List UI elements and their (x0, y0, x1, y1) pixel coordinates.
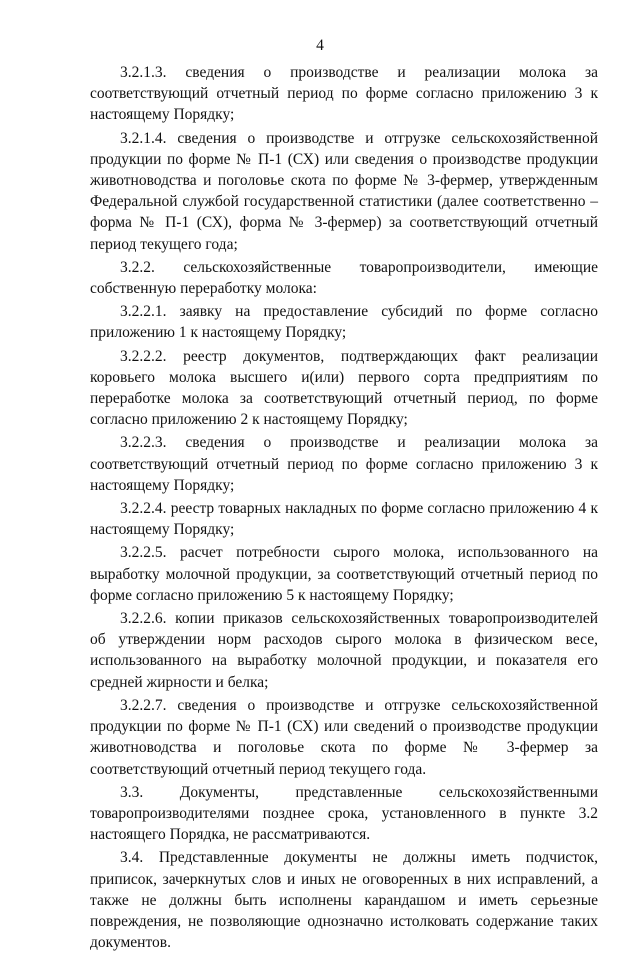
paragraph-3-2-2-4: 3.2.2.4. реестр товарных накладных по форме согласно приложению 4 к настоящему Порядку; (90, 500, 598, 539)
paragraph-3-2-2-5: 3.2.2.5. расчет потребности сырого молока, использованного на выработку молочной продукции, за соответствующий отчетный период по форме согласно приложению 5 к настоящему Порядку; (90, 544, 598, 604)
paragraph-3-2-2-7: 3.2.2.7. сведения о производстве и отгрузке сельскохозяйственной продукции по форме № П-1 (СХ) или сведений о производстве продукции животноводства и поголовье скота по форме № 3-фермер за соответствующий отчетный период текущего года. (90, 696, 598, 778)
paragraph-3-2-2-2: 3.2.2.2. реестр документов, подтверждающих факт реализации коровьего молока высшего и(или) первого сорта предприятиям по переработке молока за соответствующий отчетный период, по форме согласно приложению 2 к настоящему Порядку; (90, 347, 598, 429)
paragraph-3-2-2-1: 3.2.2.1. заявку на предоставление субсидий по форме согласно приложению 1 к настоящему Порядку; (90, 303, 598, 342)
page-number: 4 (316, 37, 324, 54)
paragraph-3-2-2: 3.2.2. сельскохозяйственные товаропроизводители, имеющие собственную переработку молока: (90, 258, 598, 298)
paragraph-3-2-2-6: 3.2.2.6. копии приказов сельскохозяйственных товаропроизводителей об утверждении норм расходов сырого молока в физическом весе, использованного на выработку молочной продукции, и показателя его средней жирности и белка; (90, 610, 598, 691)
document-body (90, 62, 598, 953)
paragraph-3-2-1-4: 3.2.1.4. сведения о производстве и отгрузке сельскохозяйственной продукции по форме № П-1 (СХ) или сведения о производстве продукции животноводства и поголовье скота по форме № 3-фермер, утвержденным Федеральной службой государственной статистики (далее соответственно – форма № П-1 (СХ), форма № 3-фермер) за соответствующий отчетный период текущего года; (90, 129, 598, 253)
paragraph-3-2-1-3: 3.2.1.3. сведения о производстве и реализации молока за соответствующий отчетный период по форме согласно приложению 3 к настоящему Порядку; (90, 64, 598, 124)
paragraph-3-3: 3.3. Документы, представленные сельскохозяйственными товаропроизводителями позднее срока, установленного в пункте 3.2 настоящего Порядка, не рассматриваются. (90, 783, 598, 844)
paragraph-3-4: 3.4. Представленные документы не должны иметь подчисток, приписок, зачеркнутых слов и иных не оговоренных в них исправлений, а также не должны быть исполнены карандашом и иметь серьезные повреждения, не позволяющие однозначно истолковать содержание таких документов. (90, 849, 598, 952)
paragraph-3-2-2-3: 3.2.2.3. сведения о производстве и реализации молока за соответствующий отчетный период по форме согласно приложению 3 к настоящему Порядку; (90, 434, 598, 494)
